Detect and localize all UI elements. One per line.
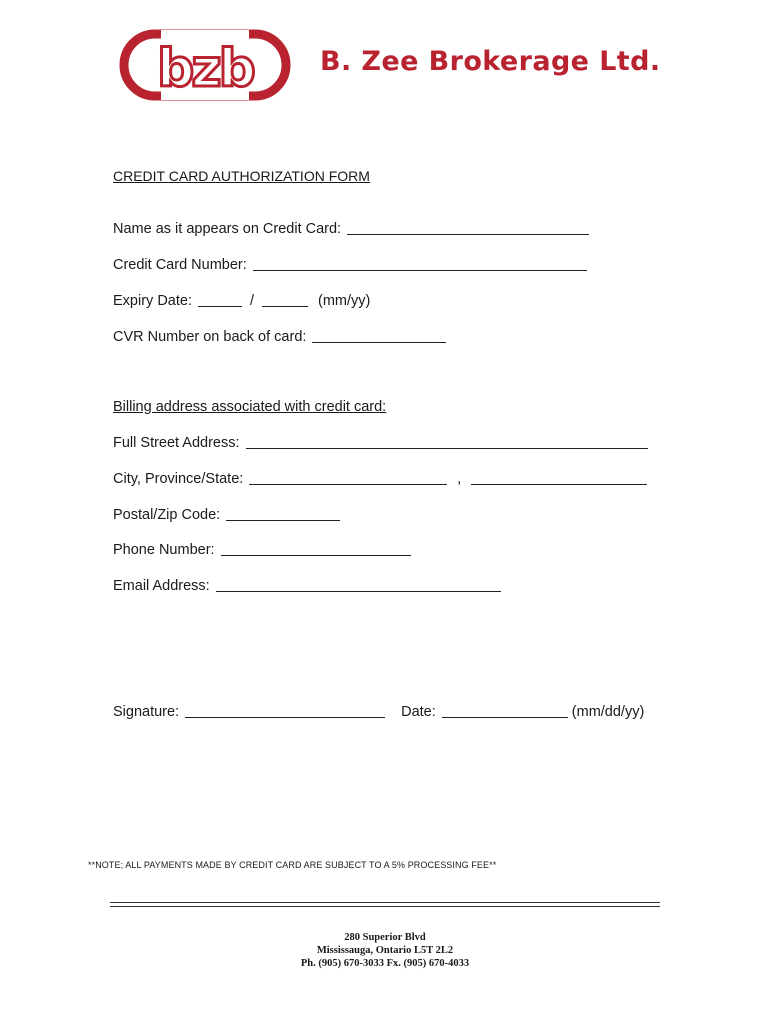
postal-row — [113, 507, 340, 523]
city-separator: , — [457, 471, 462, 487]
cvr-field[interactable] — [312, 341, 446, 343]
card-number-row — [113, 257, 587, 273]
street-field[interactable] — [246, 447, 648, 449]
signature-row — [113, 704, 644, 720]
expiry-row — [113, 293, 370, 309]
company-name: B. Zee Brokerage Ltd. — [320, 46, 661, 77]
card-number-field[interactable] — [253, 269, 587, 271]
date-format: (mm/dd/yy) — [571, 704, 645, 720]
company-logo — [115, 26, 295, 104]
form-title: CREDIT CARD AUTHORIZATION FORM — [113, 168, 370, 184]
email-label: Email Address: — [113, 578, 210, 594]
billing-heading: Billing address associated with credit card: — [113, 399, 387, 415]
expiry-separator: / — [249, 293, 255, 309]
city-field[interactable] — [249, 483, 447, 485]
logo-text: bzb — [157, 39, 253, 99]
footer-divider-bottom — [110, 906, 660, 907]
processing-fee-note: **NOTE; ALL PAYMENTS MADE BY CREDIT CARD ARE SUBJECT TO A 5% PROCESSING FEE** — [88, 860, 497, 870]
address-line-1: 280 Superior Blvd — [344, 932, 426, 943]
city-label: City, Province/State: — [113, 471, 244, 487]
name-on-card-row — [113, 221, 589, 237]
address-line-2: Mississauga, Ontario L5T 2L2 — [316, 945, 454, 956]
footer-divider-top — [110, 902, 660, 903]
signature-field[interactable] — [185, 716, 385, 718]
date-field[interactable] — [442, 716, 568, 718]
email-field[interactable] — [216, 590, 501, 592]
phone-field[interactable] — [221, 554, 411, 556]
street-label: Full Street Address: — [113, 435, 240, 451]
cvr-row — [113, 329, 446, 345]
city-row — [113, 471, 647, 487]
name-on-card-label: Name as it appears on Credit Card: — [113, 221, 342, 237]
postal-label: Postal/Zip Code: — [113, 507, 221, 523]
expiry-label: Expiry Date: — [113, 293, 192, 309]
expiry-month-field[interactable] — [198, 305, 242, 307]
cvr-label: CVR Number on back of card: — [113, 329, 307, 345]
expiry-format: (mm/yy) — [318, 293, 371, 309]
footer-phone: Ph. (905) 670-3033 Fx. (905) 670-4033 — [300, 958, 470, 969]
name-on-card-field[interactable] — [347, 233, 589, 235]
footer-address — [0, 931, 770, 970]
phone-row — [113, 542, 411, 558]
email-row — [113, 578, 501, 594]
phone-label: Phone Number: — [113, 542, 215, 558]
signature-label: Signature: — [113, 704, 180, 720]
street-row — [113, 435, 648, 451]
expiry-year-field[interactable] — [262, 305, 308, 307]
postal-field[interactable] — [226, 519, 340, 521]
province-field[interactable] — [471, 483, 647, 485]
card-number-label: Credit Card Number: — [113, 257, 247, 273]
date-label: Date: — [401, 704, 436, 720]
